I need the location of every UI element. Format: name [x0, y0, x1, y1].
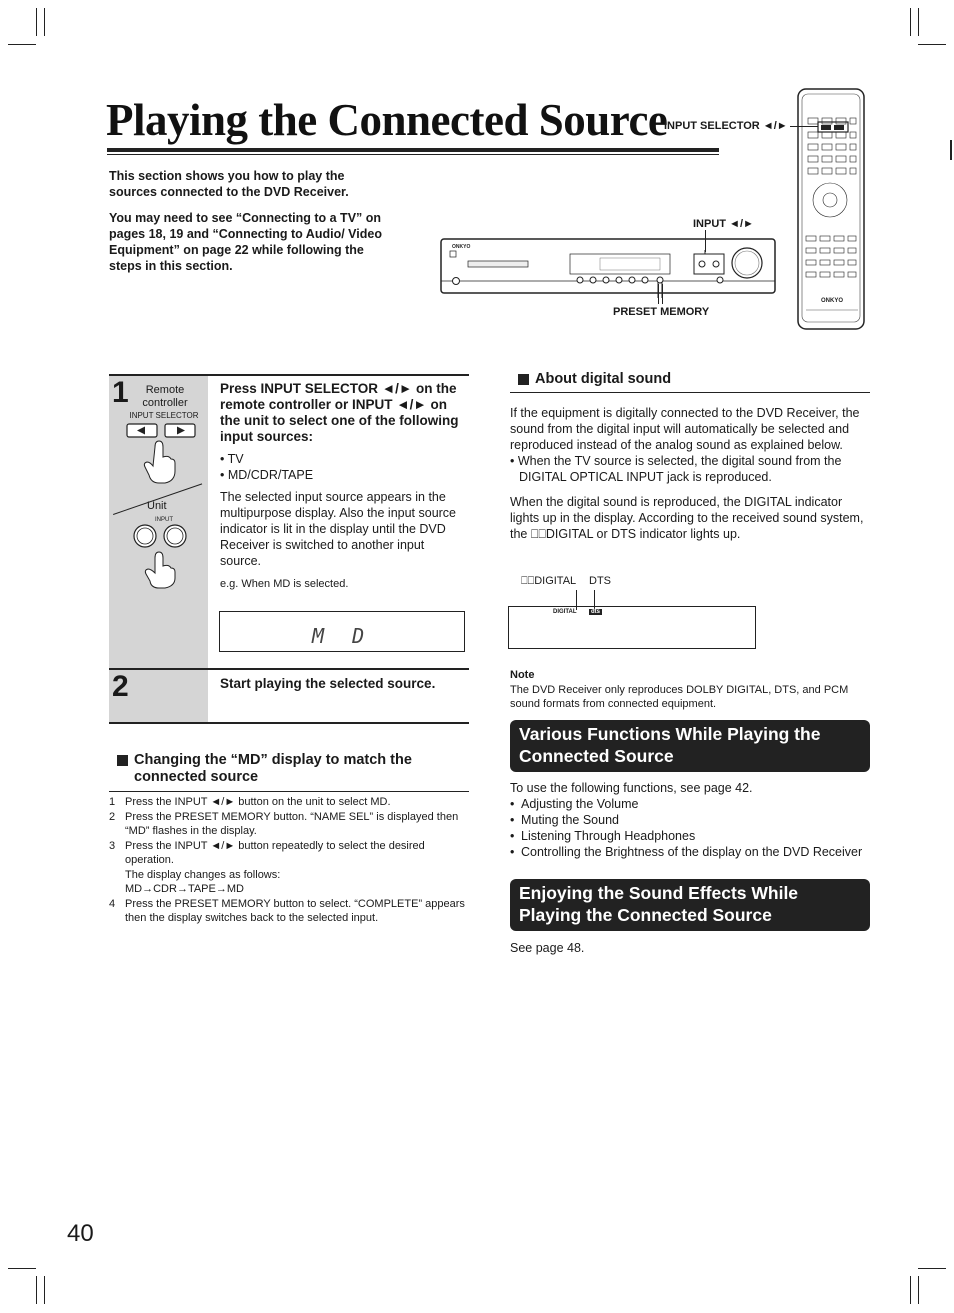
digital-section-heading: About digital sound: [535, 371, 672, 387]
receiver-brand: ONKYO: [452, 244, 471, 250]
list-item: • Controlling the Brightness of the display on the DVD Receiver: [510, 845, 863, 859]
preset-memory-label: PRESET MEMORY: [613, 306, 710, 318]
square-bullet-icon: [117, 755, 128, 766]
dts-label: DTS: [589, 575, 611, 587]
list-item: The display changes as follows:: [125, 868, 281, 881]
list-item: • Muting the Sound: [510, 813, 619, 827]
step1-paragraph: The selected input source appears in the multipurpose display. Also the input source indicator is lit in the display until the DVD Receiver is switched to another input source.: [220, 490, 457, 568]
pointing-hand-icon: [144, 441, 175, 483]
note-title: Note: [510, 669, 535, 681]
crop-mark: [918, 8, 919, 36]
md-steps-list: [109, 795, 467, 926]
remote-brand: ONKYO: [820, 298, 844, 304]
step2-heading: Start playing the selected source.: [220, 676, 436, 691]
dvd-receiver-illustration: [440, 236, 778, 298]
dts-display-indicator: dts: [591, 609, 600, 615]
crop-mark: [8, 44, 36, 45]
intro-text: [109, 168, 389, 280]
source-item: • TV: [220, 452, 244, 466]
digital-body: [510, 405, 870, 542]
enjoying-text: See page 48.: [510, 941, 585, 955]
step1-heading: Press INPUT SELECTOR ◄/► on the remote controller or INPUT ◄/► on the unit to select one of the following input sources:: [220, 381, 459, 444]
list-item: 2 Press the PRESET MEMORY button. “NAME SEL” is displayed then “MD” flashes in the display.: [109, 810, 459, 837]
remote-buttons-illustration: [125, 421, 197, 485]
step1-example: e.g. When MD is selected.: [220, 578, 349, 590]
input-pointer: [705, 230, 706, 252]
digital-section-header: [518, 371, 868, 388]
list-item: MD→CDR→TAPE→MD: [125, 883, 244, 895]
crop-mark: [918, 44, 946, 45]
various-functions-heading: Various Functions While Playing the Connected Source: [510, 720, 870, 772]
crop-mark: [8, 1268, 36, 1269]
step-box-bottom-rule: [109, 722, 469, 724]
md-section-rule: [109, 791, 469, 792]
list-item: 1 Press the INPUT ◄/► button on the unit to select MD.: [109, 796, 391, 808]
note-block: [510, 668, 870, 712]
crop-mark: [910, 1276, 911, 1304]
crop-mark: [950, 140, 952, 160]
list-item: • Adjusting the Volume: [510, 797, 639, 811]
digital-section-rule: [510, 392, 870, 393]
crop-mark: [918, 1276, 919, 1304]
step-box: [109, 374, 469, 724]
step1-content: [220, 381, 468, 592]
preset-pointer: [662, 284, 663, 304]
various-intro: To use the following functions, see page 42.: [510, 781, 753, 795]
step2-number: 2: [112, 670, 129, 703]
title-rule: [107, 148, 719, 152]
md-section-heading: Changing the “MD” display to match the connected source: [134, 752, 412, 785]
list-item: 4 Press the PRESET MEMORY button to select. “COMPLETE” appears then the display switches back to the selected input.: [109, 897, 465, 924]
unit-label: Unit: [147, 500, 167, 512]
source-item: • MD/CDR/TAPE: [220, 468, 314, 482]
list-item: 3 Press the INPUT ◄/► button repeatedly to select the desired operation.: [109, 839, 425, 866]
crop-mark: [910, 8, 911, 36]
md-display-box: [219, 611, 465, 652]
remote-controller-illustration: [796, 88, 868, 332]
crop-mark: [44, 8, 45, 36]
digital-paragraph-1: If the equipment is digitally connected to the DVD Receiver, the sound from the digital input will automatically be selected and reproduced instead of the analog sound as explained below.: [510, 406, 860, 452]
md-section-header: [117, 752, 457, 786]
input-selector-label: INPUT SELECTOR ◄/►: [664, 120, 788, 132]
dolby-digital-label: ⎕⎕DIGITAL: [521, 575, 577, 587]
crop-mark: [36, 1276, 37, 1304]
list-item: • Listening Through Headphones: [510, 829, 696, 843]
unit-input-caption: INPUT: [155, 517, 173, 523]
unit-buttons-illustration: [129, 520, 193, 590]
intro-paragraph-1: This section shows you how to play the sources connected to the DVD Receiver.: [109, 169, 349, 199]
digital-bullet: • When the TV source is selected, the digital sound from the DIGITAL OPTICAL INPUT jack is reproduced.: [510, 454, 842, 484]
intro-paragraph-2: You may need to see “Connecting to a TV” on pages 18, 19 and “Connecting to Audio/ Video Equipment” on page 22 while following the steps in this section.: [109, 211, 382, 273]
square-bullet-icon: [518, 374, 529, 385]
pointing-hand-icon: [145, 552, 175, 588]
input-selector-pointer: [790, 126, 818, 127]
various-functions-body: [510, 780, 872, 860]
digital-display-indicator: DIGITAL: [553, 609, 577, 615]
remote-controller-label: Remote controller: [142, 384, 188, 409]
digital-paragraph-2: When the digital sound is reproduced, the DIGITAL indicator lights up in the display. According to the received sound system, the ⎕⎕DIGITAL or DTS indicator lights up.: [510, 495, 864, 541]
page-title: Playing the Connected Source: [106, 95, 668, 145]
crop-mark: [44, 1276, 45, 1304]
enjoying-heading: Enjoying the Sound Effects While Playing the Connected Source: [510, 879, 870, 931]
note-text: The DVD Receiver only reproduces DOLBY DIGITAL, DTS, and PCM sound formats from connected equipment.: [510, 683, 849, 710]
crop-mark: [918, 1268, 946, 1269]
digital-display-box: [508, 606, 756, 649]
input-selector-caption: INPUT SELECTOR: [129, 411, 199, 420]
step1-number: 1: [112, 376, 129, 409]
page-number: 40: [67, 1220, 94, 1247]
preset-pointer: [658, 284, 659, 304]
crop-mark: [36, 8, 37, 36]
title-rule-thin: [107, 154, 719, 155]
step2-content: [220, 676, 468, 698]
various-list: [510, 796, 872, 860]
input-label: INPUT ◄/►: [693, 218, 754, 230]
md-display-text: M D: [312, 624, 373, 648]
